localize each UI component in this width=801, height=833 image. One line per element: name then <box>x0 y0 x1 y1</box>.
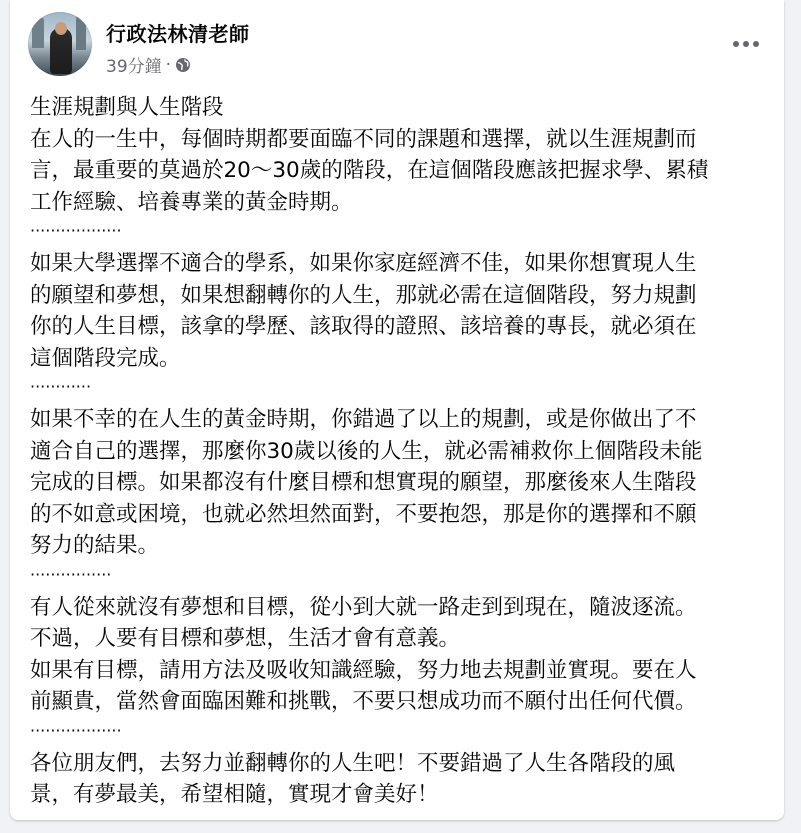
meta-separator: · <box>165 54 172 75</box>
post-line: 的不如意或困境，也就必然坦然面對，不要抱怨，那是你的選擇和不願 <box>30 501 697 527</box>
post-line: 如果不幸的在人生的黃金時期，你錯過了以上的規劃，或是你做出了不 <box>30 407 697 432</box>
post-line: 適合自己的選擇，那麼你30歲以後的人生，就必需補救你上個階段未能 <box>30 438 703 464</box>
post-line: 如果大學選擇不適合的學系，如果你家庭經濟不佳，如果你想實現人生 <box>30 251 697 276</box>
avatar-bg-tower <box>32 18 44 48</box>
more-dot-2 <box>743 41 749 47</box>
post-body <box>30 92 770 811</box>
post-line: 前顯貴，當然會面臨困難和挑戰，不要只想成功而不願付出任何代價。 <box>30 689 697 714</box>
author-avatar[interactable] <box>28 12 92 76</box>
post-line: 完成的目標。如果都沒有什麼目標和想實現的願望，那麼後來人生階段 <box>30 470 697 495</box>
post-meta <box>106 52 191 77</box>
more-options-button[interactable] <box>726 30 766 58</box>
post-header <box>28 12 766 84</box>
post-line: 有人從來就沒有夢想和目標，從小到大就一路走到到現在，隨波逐流。 <box>30 594 697 620</box>
post-line: 工作經驗、培養專業的黃金時期。 <box>30 189 353 215</box>
post-line: 在人的一生中，每個時期都要面臨不同的課題和選擇，就以生涯規劃而 <box>30 126 697 152</box>
post-line: 如果有目標，請用方法及吸收知識經驗，努力地去規劃並實現。要在人 <box>30 657 697 683</box>
post-line: 這個階段完成。 <box>30 345 181 371</box>
post-separator-line: ················ <box>30 564 112 584</box>
post-line: 各位朋友們，去努力並翻轉你的人生吧！不要錯過了人生各階段的風 <box>30 750 676 776</box>
post-line: 景，有夢最美，希望相隨，實現才會美好！ <box>30 782 439 807</box>
avatar-bg-tower-2 <box>76 16 86 50</box>
post-separator-line: ············ <box>30 377 92 396</box>
post-separator-line: ·················· <box>30 720 122 740</box>
post-card <box>10 0 784 820</box>
page-scroll-track <box>785 0 801 833</box>
more-dots-icon <box>733 41 739 47</box>
post-line: 你的人生目標，該拿的學歷、該取得的證照、該培養的專長，就必須在 <box>30 314 697 339</box>
post-separator-line: ·················· <box>30 221 122 240</box>
post-timestamp[interactable]: 39分鐘 <box>106 57 162 77</box>
post-line: 的願望和夢想，如果想翻轉你的人生，那就必需在這個階段，努力規劃 <box>30 282 697 308</box>
post-line: 努力的結果。 <box>30 533 160 558</box>
globe-icon[interactable] <box>175 57 191 73</box>
post-line: 生涯規劃與人生階段 <box>30 95 224 120</box>
avatar-head <box>55 22 67 35</box>
post-line: 不過，人要有目標和夢想，生活才會有意義。 <box>30 626 461 651</box>
post-line: 言，最重要的莫過於20～30歲的階段，在這個階段應該把握求學、累積 <box>30 158 709 183</box>
more-dot-3 <box>753 41 759 47</box>
author-name[interactable]: 行政法林清老師 <box>106 22 250 46</box>
